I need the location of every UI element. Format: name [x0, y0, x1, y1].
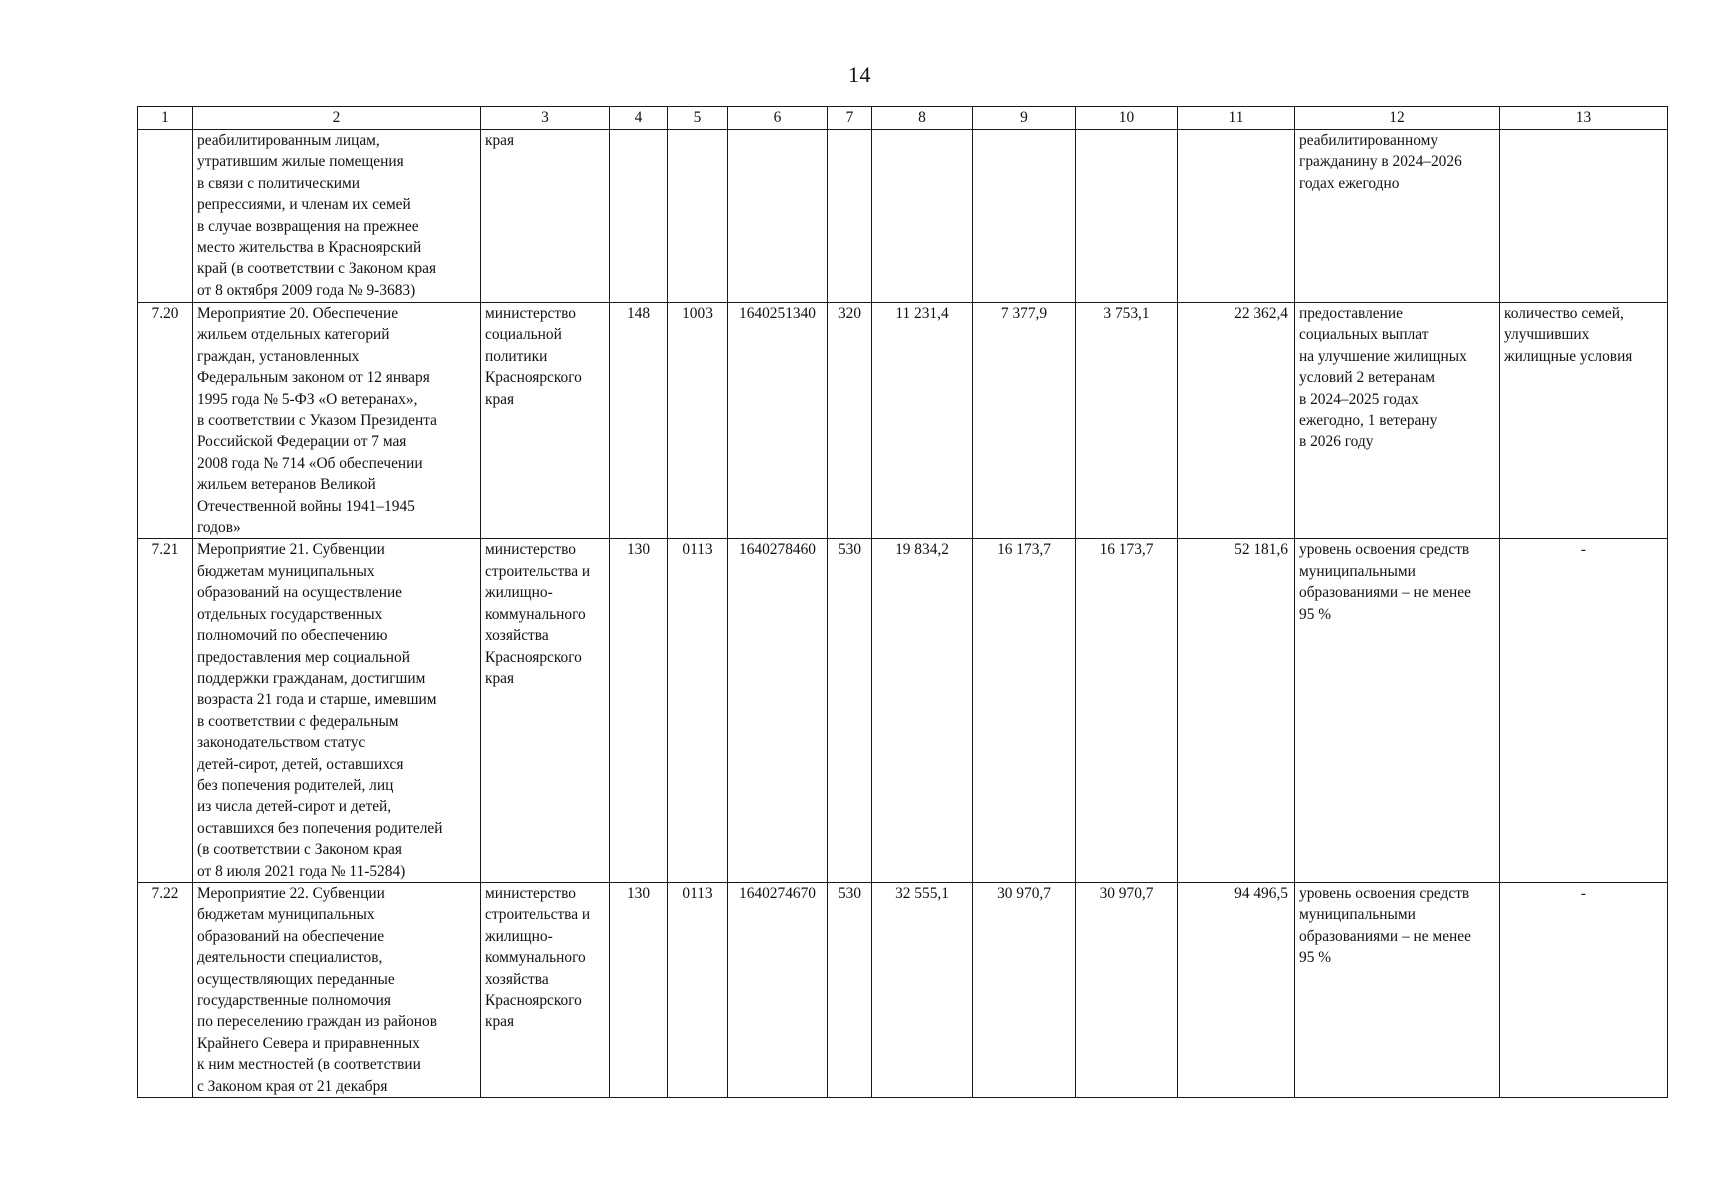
activity-name-cell: Мероприятие 20. Обеспечение жильем отдельных категорий граждан, установленных Федеральным законом от 12 января 1995 года № 5-ФЗ «О ветеранах», в соответствии с Указом Президента Российской Федерации от 7 мая 2008 года № 714 «Об обеспечении жильем ветеранов Великой Отечественной войны 1941–1945 годов»: [193, 303, 481, 539]
row-number-cell: 7.22: [138, 882, 193, 1097]
amount-2025-cell: [973, 130, 1076, 303]
expense-type-cell: [828, 130, 872, 303]
executor-cell: министерство строительства и жилищно- коммунального хозяйства Красноярского края: [481, 539, 610, 883]
amount-2026-cell: [1076, 130, 1178, 303]
amount-2024-cell: 32 555,1: [872, 882, 973, 1097]
header-cell-col-13: 13: [1500, 107, 1668, 130]
amount-2024-cell: 19 834,2: [872, 539, 973, 883]
expected-result-cell: реабилитированному гражданину в 2024–2026 годах ежегодно: [1295, 130, 1500, 303]
amount-2026-cell: 30 970,7: [1076, 882, 1178, 1097]
amount-2025-cell: 7 377,9: [973, 303, 1076, 539]
expense-type-cell: 320: [828, 303, 872, 539]
header-cell-col-9: 9: [973, 107, 1076, 130]
expected-result-cell: предоставление социальных выплат на улучшение жилищных условий 2 ветеранам в 2024–2025 годах ежегодно, 1 ветерану в 2026 году: [1295, 303, 1500, 539]
table-row-7-21: [138, 539, 1668, 883]
header-cell-col-10: 10: [1076, 107, 1178, 130]
section-code-cell: 0113: [668, 882, 728, 1097]
target-article-cell: 1640274670: [728, 882, 828, 1097]
expense-type-cell: 530: [828, 539, 872, 883]
header-cell-col-1: 1: [138, 107, 193, 130]
header-cell-col-2: 2: [193, 107, 481, 130]
amount-2024-cell: 11 231,4: [872, 303, 973, 539]
executor-cell: министерство строительства и жилищно- коммунального хозяйства Красноярского края: [481, 882, 610, 1097]
grbs-code-cell: 148: [610, 303, 668, 539]
grbs-code-cell: 130: [610, 539, 668, 883]
activity-name-cell: Мероприятие 21. Субвенции бюджетам муниципальных образований на осуществление отдельных государственных полномочий по обеспечению предоставления мер социальной поддержки гражданам, достигшим возраста 21 года и старше, имевшим в соответствии с федеральным законодательством статус детей-сирот, детей, оставшихся без попечения родителей, лиц из числа детей-сирот и детей, оставшихся без попечения родителей (в соответствии с Законом края от 8 июля 2021 года № 11-5284): [193, 539, 481, 883]
header-cell-col-4: 4: [610, 107, 668, 130]
header-cell-col-7: 7: [828, 107, 872, 130]
target-article-cell: 1640278460: [728, 539, 828, 883]
table-row-7-22: [138, 882, 1668, 1097]
section-code-cell: [668, 130, 728, 303]
activity-name-cell: Мероприятие 22. Субвенции бюджетам муниципальных образований на обеспечение деятельности специалистов, осуществляющих переданные государственные полномочия по переселению граждан из районов Крайнего Севера и приравненных к ним местностей (в соответствии с Законом края от 21 декабря: [193, 882, 481, 1097]
table-row-continuation: [138, 130, 1668, 303]
executor-cell: края: [481, 130, 610, 303]
header-cell-col-6: 6: [728, 107, 828, 130]
grbs-code-cell: [610, 130, 668, 303]
target-article-cell: 1640251340: [728, 303, 828, 539]
amount-2025-cell: 30 970,7: [973, 882, 1076, 1097]
amount-2026-cell: 3 753,1: [1076, 303, 1178, 539]
indicator-cell: -: [1500, 539, 1668, 883]
program-activities-table: [137, 106, 1668, 1098]
header-cell-col-3: 3: [481, 107, 610, 130]
executor-cell: министерство социальной политики Красноярского края: [481, 303, 610, 539]
row-number-cell: [138, 130, 193, 303]
expected-result-cell: уровень освоения средств муниципальными образованиями – не менее 95 %: [1295, 539, 1500, 883]
page-number: 14: [848, 62, 871, 87]
row-number-cell: 7.20: [138, 303, 193, 539]
section-code-cell: 1003: [668, 303, 728, 539]
table-row-7-20: [138, 303, 1668, 539]
amount-2025-cell: 16 173,7: [973, 539, 1076, 883]
expected-result-cell: уровень освоения средств муниципальными образованиями – не менее 95 %: [1295, 882, 1500, 1097]
row-number-cell: 7.21: [138, 539, 193, 883]
indicator-cell: [1500, 130, 1668, 303]
amount-total-cell: 52 181,6: [1178, 539, 1295, 883]
amount-total-cell: [1178, 130, 1295, 303]
target-article-cell: [728, 130, 828, 303]
amount-2024-cell: [872, 130, 973, 303]
header-cell-col-5: 5: [668, 107, 728, 130]
indicator-cell: количество семей, улучшивших жилищные условия: [1500, 303, 1668, 539]
amount-total-cell: 94 496,5: [1178, 882, 1295, 1097]
header-cell-col-12: 12: [1295, 107, 1500, 130]
indicator-cell: -: [1500, 882, 1668, 1097]
table-header-row: [138, 107, 1668, 130]
header-cell-col-8: 8: [872, 107, 973, 130]
activity-name-cell: реабилитированным лицам, утратившим жилые помещения в связи с политическими репрессиями, и членам их семей в случае возвращения на прежнее место жительства в Красноярский край (в соответствии с Законом края от 8 октября 2009 года № 9-3683): [193, 130, 481, 303]
expense-type-cell: 530: [828, 882, 872, 1097]
amount-2026-cell: 16 173,7: [1076, 539, 1178, 883]
section-code-cell: 0113: [668, 539, 728, 883]
grbs-code-cell: 130: [610, 882, 668, 1097]
header-cell-col-11: 11: [1178, 107, 1295, 130]
amount-total-cell: 22 362,4: [1178, 303, 1295, 539]
